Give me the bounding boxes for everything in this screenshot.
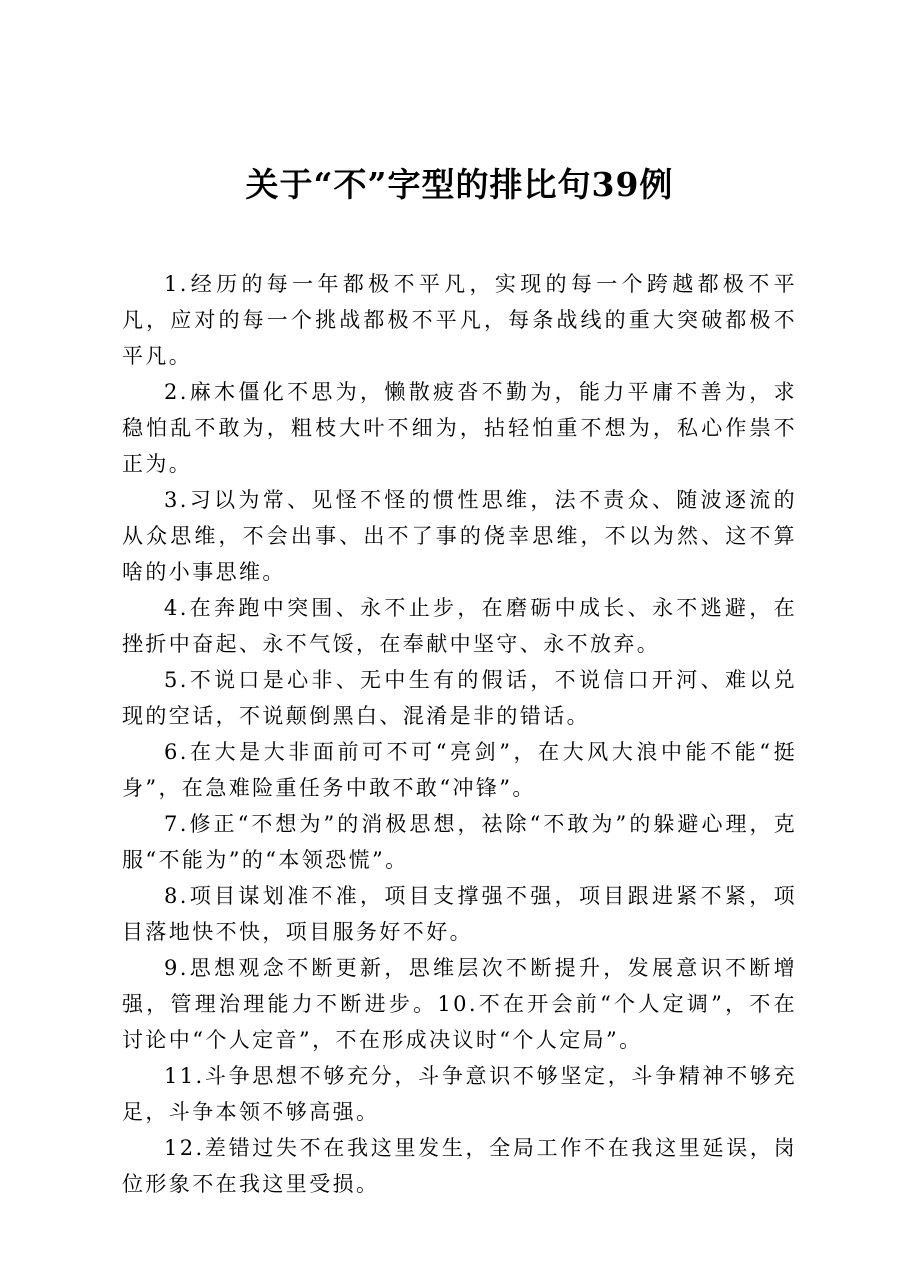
document-body (122, 266, 797, 1202)
document-title: 关于“不”字型的排比句39例 (245, 165, 674, 204)
paragraph-9: 9.思想观念不断更新，思维层次不断提升，发展意识不断增强，管理治理能力不断进步。10.不在开会前“个人定调”，不在讨论中“个人定音”，不在形成决议时“个人定局”。 (122, 956, 797, 1052)
paragraph-6: 6.在大是大非面前可不可“亮剑”，在大风大浪中能不能“挺身”，在急难险重任务中敢不敢“冲锋”。 (122, 740, 797, 800)
paragraph-8: 8.项目谋划准不准，项目支撑强不强，项目跟进紧不紧，项目落地快不快，项目服务好不好。 (122, 884, 797, 944)
paragraph-2: 2.麻木僵化不思为，懒散疲沓不勤为，能力平庸不善为，求稳怕乱不敢为，粗枝大叶不细为，拈轻怕重不想为，私心作祟不正为。 (122, 380, 797, 476)
paragraph-5: 5.不说口是心非、无中生有的假话，不说信口开河、难以兑现的空话，不说颠倒黑白、混淆是非的错话。 (122, 668, 797, 728)
paragraph-7: 7.修正“不想为”的消极思想，祛除“不敢为”的躲避心理，克服“不能为”的“本领恐慌”。 (122, 812, 797, 872)
paragraph-1: 1.经历的每一年都极不平凡，实现的每一个跨越都极不平凡，应对的每一个挑战都极不平凡，每条战线的重大突破都极不平凡。 (122, 272, 797, 368)
paragraph-3: 3.习以为常、见怪不怪的惯性思维，法不责众、随波逐流的从众思维，不会出事、出不了事的侥幸思维，不以为然、这不算啥的小事思维。 (122, 488, 797, 584)
paragraph-4: 4.在奔跑中突围、永不止步，在磨砺中成长、永不逃避，在挫折中奋起、永不气馁，在奉献中坚守、永不放弃。 (122, 596, 797, 656)
paragraph-12: 12.差错过失不在我这里发生，全局工作不在我这里延误，岗位形象不在我这里受损。 (122, 1136, 797, 1196)
paragraph-11: 11.斗争思想不够充分，斗争意识不够坚定，斗争精神不够充足，斗争本领不够高强。 (122, 1064, 797, 1124)
